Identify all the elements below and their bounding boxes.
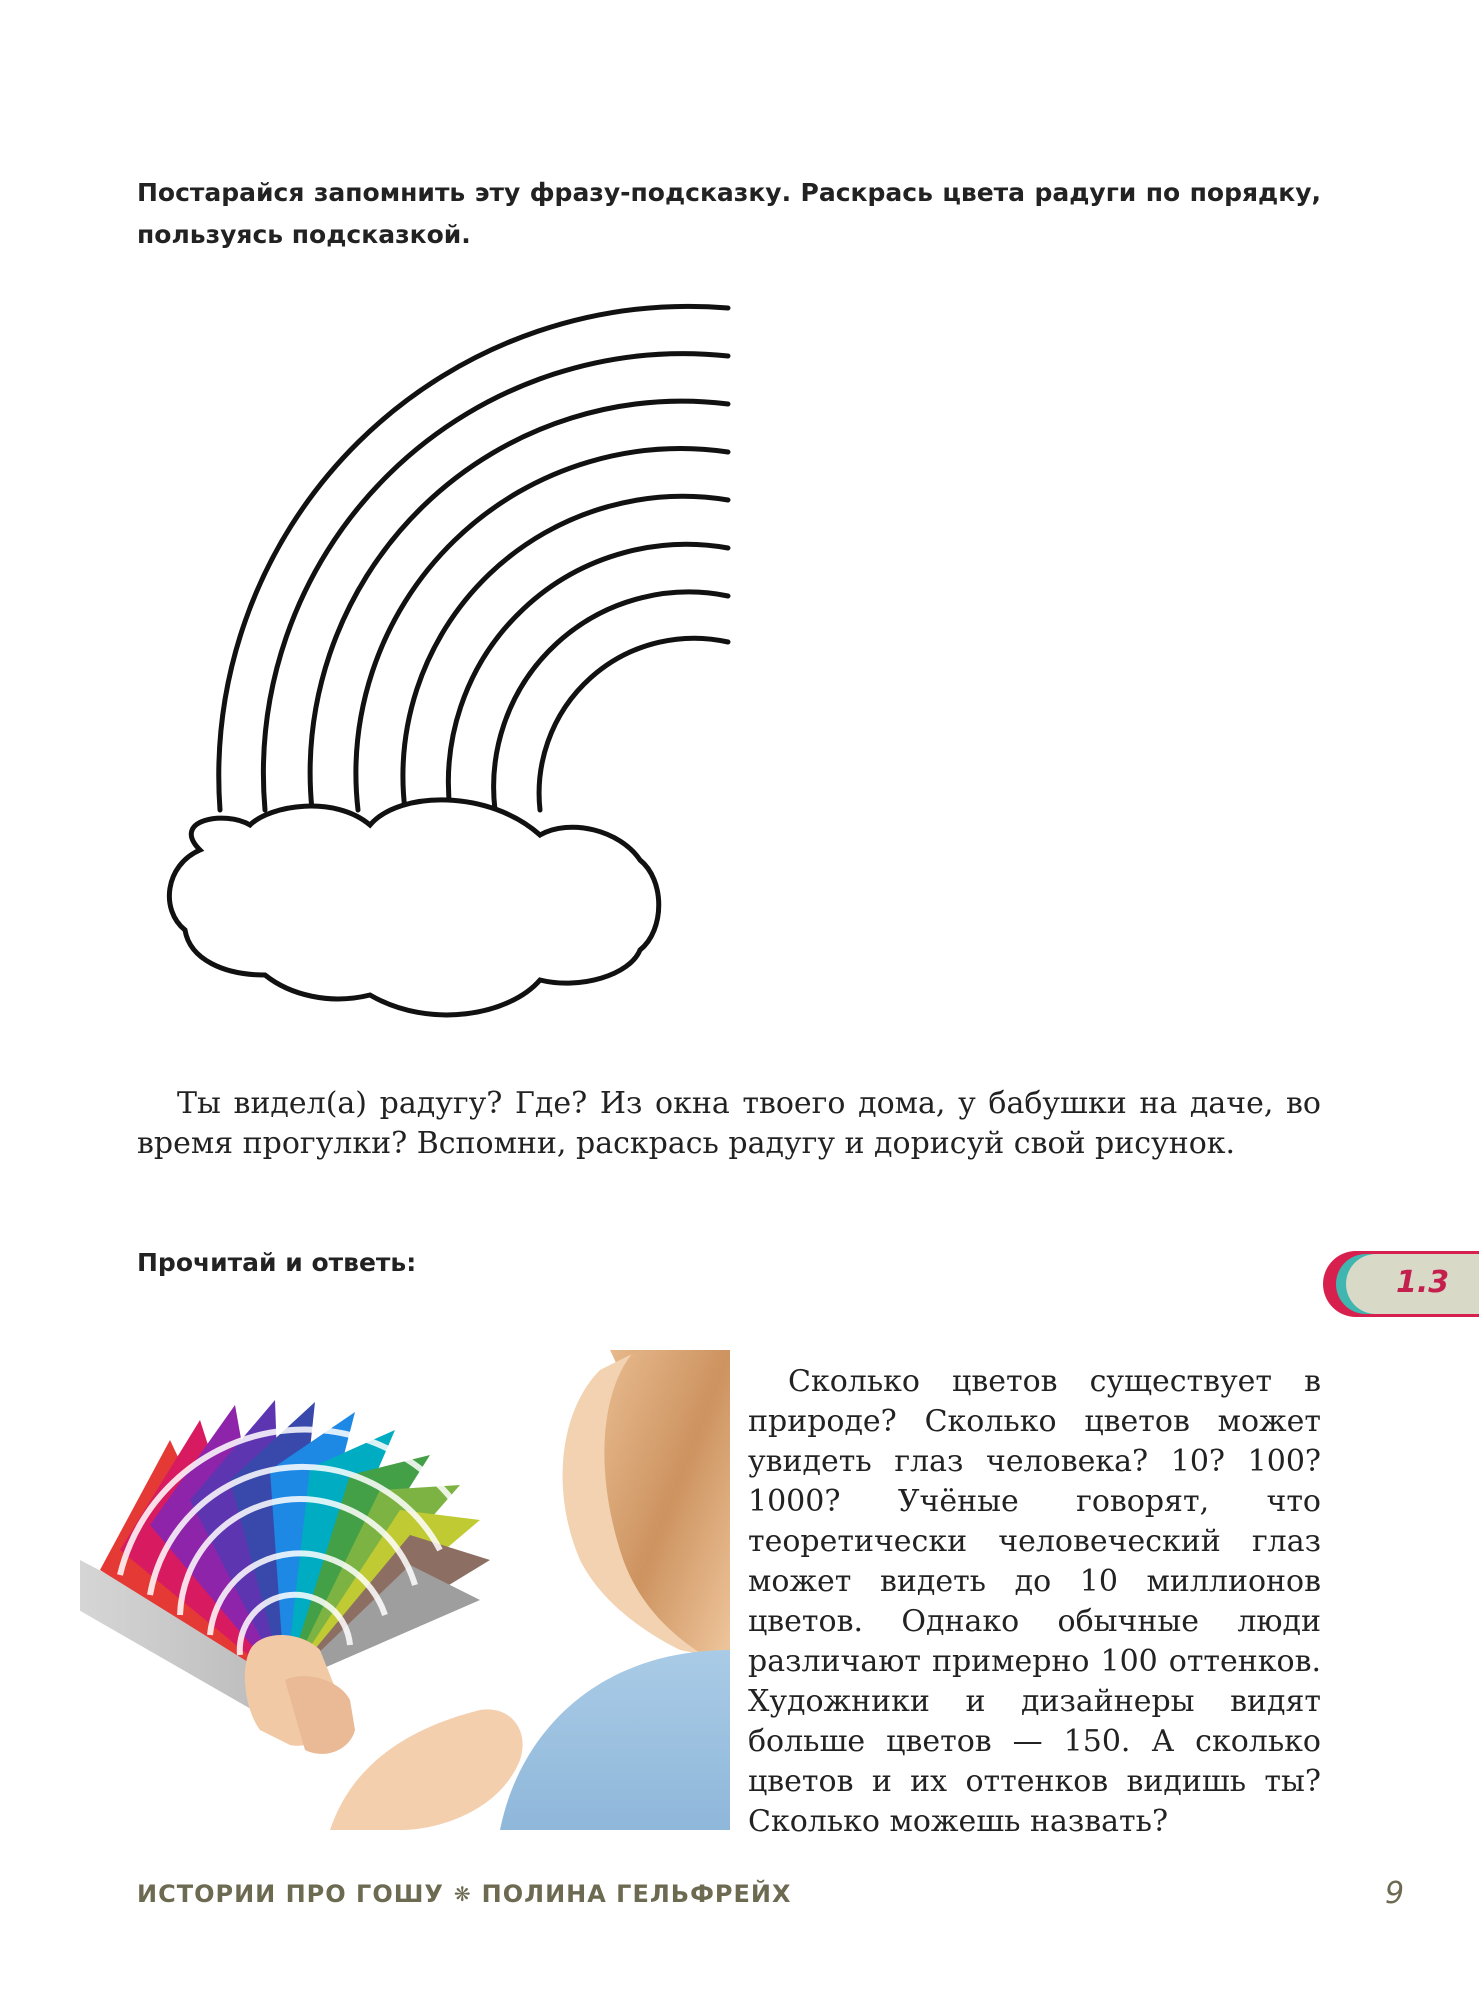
color-fan-photo bbox=[80, 1350, 730, 1830]
section-heading: Прочитай и ответь: bbox=[137, 1248, 417, 1277]
rainbow-coloring-drawing bbox=[130, 290, 750, 1050]
book-title: ИСТОРИИ ПРО ГОШУ bbox=[137, 1880, 444, 1908]
section-number: 1.3 bbox=[1396, 1265, 1450, 1300]
rainbow-arc bbox=[494, 592, 728, 810]
rainbow-arc bbox=[539, 638, 728, 810]
section-tab bbox=[1318, 1251, 1479, 1317]
page-number: 9 bbox=[1385, 1876, 1405, 1911]
instruction-text: Постарайся запомнить эту фразу-подсказку. Раскрась цвета радуги по порядку, пользуясь подсказкой. bbox=[137, 178, 1321, 249]
rainbow-arc bbox=[263, 354, 728, 810]
rainbow-arc bbox=[219, 306, 728, 810]
paragraph-rainbow: Ты видел(а) радугу? Где? Из окна твоего дома, у бабушки на даче, во время прогулки? Вспомни, раскрась радугу и дорисуй свой рисунок. bbox=[137, 1086, 1321, 1161]
footer-running-title bbox=[137, 1880, 791, 1908]
paragraph-colors: Сколько цветов существует в природе? Сколько цветов может увидеть глаз человека? 10? 100? 1000? Учёные говорят, что теоретически человеческий глаз может видеть до 10 миллионов цветов. Однако обычные люди различают примерно 100 оттенков. Художники и дизайнеры видят больше цветов — 150. А сколько цветов и их оттенков видишь ты? Сколько можешь назвать? bbox=[748, 1364, 1321, 1839]
rainbow-arc bbox=[310, 401, 728, 810]
author-name: ПОЛИНА ГЕЛЬФРЕЙХ bbox=[481, 1880, 792, 1908]
cloud-outline bbox=[169, 800, 658, 1015]
flower-icon: ❋ bbox=[453, 1882, 472, 1906]
